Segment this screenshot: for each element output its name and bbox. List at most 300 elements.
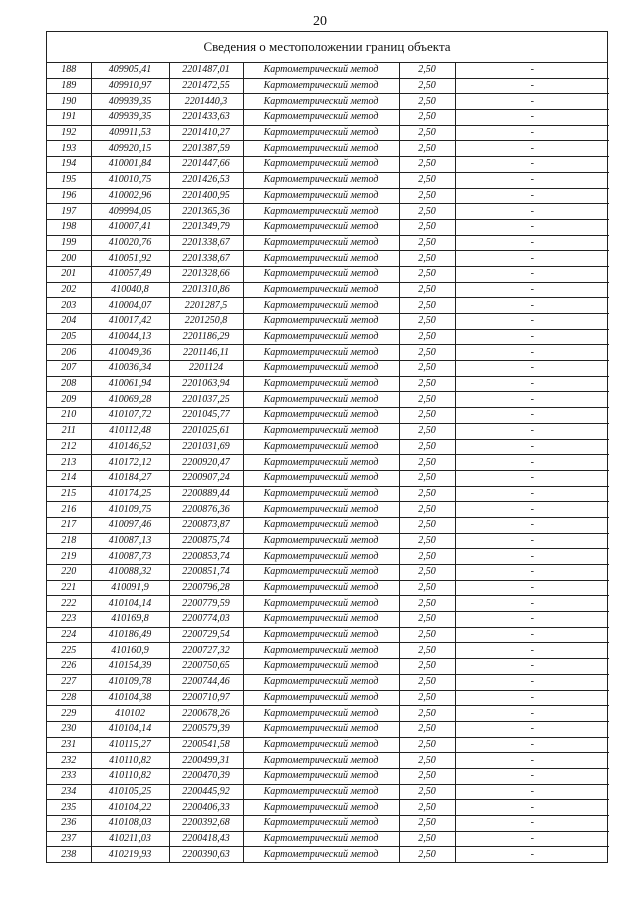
point-number-cell: 197 (47, 204, 91, 220)
accuracy-cell: 2,50 (399, 753, 455, 769)
description-cell: - (455, 392, 609, 408)
y-coordinate-cell: 2200445,92 (169, 784, 243, 800)
x-coordinate-cell: 409994,05 (91, 204, 169, 220)
table-row (47, 486, 609, 502)
table-body (47, 63, 609, 862)
table-row (47, 251, 609, 267)
point-number-cell: 206 (47, 345, 91, 361)
y-coordinate-cell: 2201063,94 (169, 376, 243, 392)
x-coordinate-cell: 410112,48 (91, 423, 169, 439)
x-coordinate-cell: 410044,13 (91, 329, 169, 345)
accuracy-cell: 2,50 (399, 172, 455, 188)
point-number-cell: 202 (47, 282, 91, 298)
point-number-cell: 227 (47, 674, 91, 690)
description-cell: - (455, 251, 609, 267)
point-number-cell: 196 (47, 188, 91, 204)
x-coordinate-cell: 410002,96 (91, 188, 169, 204)
description-cell: - (455, 172, 609, 188)
accuracy-cell: 2,50 (399, 266, 455, 282)
point-number-cell: 221 (47, 580, 91, 596)
method-cell: Картометрический метод (243, 282, 399, 298)
method-cell: Картометрический метод (243, 361, 399, 377)
description-cell: - (455, 94, 609, 110)
y-coordinate-cell: 2200920,47 (169, 455, 243, 471)
x-coordinate-cell: 410154,39 (91, 659, 169, 675)
description-cell: - (455, 800, 609, 816)
method-cell: Картометрический метод (243, 690, 399, 706)
point-number-cell: 228 (47, 690, 91, 706)
x-coordinate-cell: 410036,34 (91, 361, 169, 377)
boundary-points-table (47, 63, 609, 862)
point-number-cell: 193 (47, 141, 91, 157)
description-cell: - (455, 204, 609, 220)
x-coordinate-cell: 410069,28 (91, 392, 169, 408)
method-cell: Картометрический метод (243, 204, 399, 220)
method-cell: Картометрический метод (243, 533, 399, 549)
method-cell: Картометрический метод (243, 392, 399, 408)
table-row (47, 784, 609, 800)
x-coordinate-cell: 410104,14 (91, 721, 169, 737)
table-row (47, 110, 609, 126)
point-number-cell: 192 (47, 125, 91, 141)
description-cell: - (455, 63, 609, 78)
point-number-cell: 217 (47, 517, 91, 533)
method-cell: Картометрический метод (243, 549, 399, 565)
point-number-cell: 207 (47, 361, 91, 377)
page-number: 20 (313, 14, 327, 29)
accuracy-cell: 2,50 (399, 533, 455, 549)
method-cell: Картометрический метод (243, 721, 399, 737)
accuracy-cell: 2,50 (399, 737, 455, 753)
accuracy-cell: 2,50 (399, 219, 455, 235)
y-coordinate-cell: 2201410,27 (169, 125, 243, 141)
table-row (47, 235, 609, 251)
accuracy-cell: 2,50 (399, 110, 455, 126)
description-cell: - (455, 533, 609, 549)
table-row (47, 502, 609, 518)
y-coordinate-cell: 2201037,25 (169, 392, 243, 408)
method-cell: Картометрический метод (243, 157, 399, 173)
table-row (47, 753, 609, 769)
y-coordinate-cell: 2200470,39 (169, 768, 243, 784)
point-number-cell: 214 (47, 470, 91, 486)
x-coordinate-cell: 410017,42 (91, 314, 169, 330)
method-cell: Картометрический метод (243, 125, 399, 141)
point-number-cell: 189 (47, 78, 91, 94)
description-cell: - (455, 627, 609, 643)
y-coordinate-cell: 2200541,58 (169, 737, 243, 753)
x-coordinate-cell: 410219,93 (91, 847, 169, 862)
method-cell: Картометрический метод (243, 753, 399, 769)
x-coordinate-cell: 410107,72 (91, 408, 169, 424)
method-cell: Картометрический метод (243, 737, 399, 753)
description-cell: - (455, 753, 609, 769)
point-number-cell: 210 (47, 408, 91, 424)
point-number-cell: 230 (47, 721, 91, 737)
table-row (47, 674, 609, 690)
x-coordinate-cell: 410105,25 (91, 784, 169, 800)
y-coordinate-cell: 2200889,44 (169, 486, 243, 502)
method-cell: Картометрический метод (243, 831, 399, 847)
x-coordinate-cell: 410061,94 (91, 376, 169, 392)
accuracy-cell: 2,50 (399, 816, 455, 832)
accuracy-cell: 2,50 (399, 141, 455, 157)
method-cell: Картометрический метод (243, 470, 399, 486)
description-cell: - (455, 157, 609, 173)
description-cell: - (455, 517, 609, 533)
y-coordinate-cell: 2201447,66 (169, 157, 243, 173)
description-cell: - (455, 486, 609, 502)
table-row (47, 345, 609, 361)
method-cell: Картометрический метод (243, 816, 399, 832)
x-coordinate-cell: 410087,13 (91, 533, 169, 549)
point-number-cell: 235 (47, 800, 91, 816)
y-coordinate-cell: 2201328,66 (169, 266, 243, 282)
table-row (47, 125, 609, 141)
accuracy-cell: 2,50 (399, 549, 455, 565)
description-cell: - (455, 141, 609, 157)
table-row (47, 361, 609, 377)
table-row (47, 188, 609, 204)
table-row (47, 659, 609, 675)
y-coordinate-cell: 2200873,87 (169, 517, 243, 533)
x-coordinate-cell: 410004,07 (91, 298, 169, 314)
table-row (47, 266, 609, 282)
x-coordinate-cell: 410109,78 (91, 674, 169, 690)
accuracy-cell: 2,50 (399, 63, 455, 78)
accuracy-cell: 2,50 (399, 517, 455, 533)
accuracy-cell: 2,50 (399, 706, 455, 722)
method-cell: Картометрический метод (243, 314, 399, 330)
method-cell: Картометрический метод (243, 345, 399, 361)
accuracy-cell: 2,50 (399, 94, 455, 110)
method-cell: Картометрический метод (243, 439, 399, 455)
table-row (47, 157, 609, 173)
accuracy-cell: 2,50 (399, 627, 455, 643)
point-number-cell: 215 (47, 486, 91, 502)
table-row (47, 643, 609, 659)
x-coordinate-cell: 410087,73 (91, 549, 169, 565)
y-coordinate-cell: 2201146,11 (169, 345, 243, 361)
description-cell: - (455, 361, 609, 377)
table-row (47, 94, 609, 110)
description-cell: - (455, 690, 609, 706)
description-cell: - (455, 298, 609, 314)
x-coordinate-cell: 410104,14 (91, 596, 169, 612)
y-coordinate-cell: 2200774,03 (169, 612, 243, 628)
y-coordinate-cell: 2201045,77 (169, 408, 243, 424)
method-cell: Картометрический метод (243, 565, 399, 581)
table-row (47, 847, 609, 862)
point-number-cell: 188 (47, 63, 91, 78)
description-cell: - (455, 721, 609, 737)
point-number-cell: 226 (47, 659, 91, 675)
x-coordinate-cell: 410102 (91, 706, 169, 722)
accuracy-cell: 2,50 (399, 831, 455, 847)
method-cell: Картометрический метод (243, 423, 399, 439)
description-cell: - (455, 423, 609, 439)
accuracy-cell: 2,50 (399, 439, 455, 455)
y-coordinate-cell: 2200875,74 (169, 533, 243, 549)
description-cell: - (455, 831, 609, 847)
point-number-cell: 237 (47, 831, 91, 847)
point-number-cell: 199 (47, 235, 91, 251)
x-coordinate-cell: 410109,75 (91, 502, 169, 518)
table-row (47, 737, 609, 753)
accuracy-cell: 2,50 (399, 423, 455, 439)
x-coordinate-cell: 410001,84 (91, 157, 169, 173)
point-number-cell: 212 (47, 439, 91, 455)
description-cell: - (455, 78, 609, 94)
accuracy-cell: 2,50 (399, 565, 455, 581)
y-coordinate-cell: 2201338,67 (169, 251, 243, 267)
method-cell: Картометрический метод (243, 847, 399, 862)
method-cell: Картометрический метод (243, 784, 399, 800)
method-cell: Картометрический метод (243, 408, 399, 424)
table-row (47, 282, 609, 298)
y-coordinate-cell: 2201387,59 (169, 141, 243, 157)
accuracy-cell: 2,50 (399, 235, 455, 251)
accuracy-cell: 2,50 (399, 408, 455, 424)
description-cell: - (455, 674, 609, 690)
point-number-cell: 208 (47, 376, 91, 392)
description-cell: - (455, 110, 609, 126)
y-coordinate-cell: 2200499,31 (169, 753, 243, 769)
method-cell: Картометрический метод (243, 188, 399, 204)
y-coordinate-cell: 2200418,43 (169, 831, 243, 847)
method-cell: Картометрический метод (243, 659, 399, 675)
x-coordinate-cell: 410110,82 (91, 753, 169, 769)
x-coordinate-cell: 410174,25 (91, 486, 169, 502)
x-coordinate-cell: 410007,41 (91, 219, 169, 235)
table-row (47, 800, 609, 816)
y-coordinate-cell: 2201250,8 (169, 314, 243, 330)
y-coordinate-cell: 2201310,86 (169, 282, 243, 298)
x-coordinate-cell: 410097,46 (91, 517, 169, 533)
y-coordinate-cell: 2200710,97 (169, 690, 243, 706)
method-cell: Картометрический метод (243, 94, 399, 110)
point-number-cell: 234 (47, 784, 91, 800)
method-cell: Картометрический метод (243, 219, 399, 235)
table-row (47, 533, 609, 549)
point-number-cell: 216 (47, 502, 91, 518)
accuracy-cell: 2,50 (399, 674, 455, 690)
description-cell: - (455, 768, 609, 784)
table-row (47, 549, 609, 565)
y-coordinate-cell: 2200678,26 (169, 706, 243, 722)
table-row (47, 455, 609, 471)
table-row (47, 392, 609, 408)
accuracy-cell: 2,50 (399, 502, 455, 518)
y-coordinate-cell: 2201025,61 (169, 423, 243, 439)
method-cell: Картометрический метод (243, 627, 399, 643)
x-coordinate-cell: 409939,35 (91, 94, 169, 110)
y-coordinate-cell: 2200853,74 (169, 549, 243, 565)
description-cell: - (455, 219, 609, 235)
table-row (47, 565, 609, 581)
method-cell: Картометрический метод (243, 455, 399, 471)
accuracy-cell: 2,50 (399, 690, 455, 706)
x-coordinate-cell: 410049,36 (91, 345, 169, 361)
y-coordinate-cell: 2200406,33 (169, 800, 243, 816)
description-cell: - (455, 596, 609, 612)
y-coordinate-cell: 2200796,28 (169, 580, 243, 596)
description-cell: - (455, 847, 609, 862)
accuracy-cell: 2,50 (399, 345, 455, 361)
table-row (47, 439, 609, 455)
point-number-cell: 225 (47, 643, 91, 659)
accuracy-cell: 2,50 (399, 204, 455, 220)
method-cell: Картометрический метод (243, 596, 399, 612)
accuracy-cell: 2,50 (399, 596, 455, 612)
method-cell: Картометрический метод (243, 800, 399, 816)
description-cell: - (455, 659, 609, 675)
description-cell: - (455, 266, 609, 282)
description-cell: - (455, 470, 609, 486)
x-coordinate-cell: 410010,75 (91, 172, 169, 188)
x-coordinate-cell: 410020,76 (91, 235, 169, 251)
x-coordinate-cell: 410104,22 (91, 800, 169, 816)
table-row (47, 423, 609, 439)
method-cell: Картометрический метод (243, 172, 399, 188)
point-number-cell: 238 (47, 847, 91, 862)
method-cell: Картометрический метод (243, 78, 399, 94)
table-row (47, 470, 609, 486)
table-row (47, 141, 609, 157)
y-coordinate-cell: 2200729,54 (169, 627, 243, 643)
table-row (47, 204, 609, 220)
x-coordinate-cell: 410108,03 (91, 816, 169, 832)
point-number-cell: 194 (47, 157, 91, 173)
accuracy-cell: 2,50 (399, 78, 455, 94)
point-number-cell: 191 (47, 110, 91, 126)
y-coordinate-cell: 2200392,68 (169, 816, 243, 832)
method-cell: Картометрический метод (243, 329, 399, 345)
point-number-cell: 190 (47, 94, 91, 110)
table-row (47, 298, 609, 314)
table-row (47, 78, 609, 94)
x-coordinate-cell: 410040,8 (91, 282, 169, 298)
description-cell: - (455, 235, 609, 251)
description-cell: - (455, 329, 609, 345)
accuracy-cell: 2,50 (399, 580, 455, 596)
point-number-cell: 222 (47, 596, 91, 612)
point-number-cell: 205 (47, 329, 91, 345)
x-coordinate-cell: 409910,97 (91, 78, 169, 94)
accuracy-cell: 2,50 (399, 612, 455, 628)
table-row (47, 314, 609, 330)
x-coordinate-cell: 409920,15 (91, 141, 169, 157)
method-cell: Картометрический метод (243, 612, 399, 628)
y-coordinate-cell: 2201472,55 (169, 78, 243, 94)
accuracy-cell: 2,50 (399, 125, 455, 141)
accuracy-cell: 2,50 (399, 392, 455, 408)
method-cell: Картометрический метод (243, 63, 399, 78)
description-cell: - (455, 784, 609, 800)
x-coordinate-cell: 410146,52 (91, 439, 169, 455)
method-cell: Картометрический метод (243, 235, 399, 251)
description-cell: - (455, 455, 609, 471)
point-number-cell: 201 (47, 266, 91, 282)
x-coordinate-cell: 409939,35 (91, 110, 169, 126)
y-coordinate-cell: 2200750,65 (169, 659, 243, 675)
point-number-cell: 219 (47, 549, 91, 565)
description-cell: - (455, 816, 609, 832)
y-coordinate-cell: 2201433,63 (169, 110, 243, 126)
table-row (47, 831, 609, 847)
method-cell: Картометрический метод (243, 110, 399, 126)
table-row (47, 517, 609, 533)
point-number-cell: 220 (47, 565, 91, 581)
x-coordinate-cell: 410172,12 (91, 455, 169, 471)
description-cell: - (455, 502, 609, 518)
method-cell: Картометрический метод (243, 298, 399, 314)
point-number-cell: 195 (47, 172, 91, 188)
table-row (47, 580, 609, 596)
accuracy-cell: 2,50 (399, 847, 455, 862)
accuracy-cell: 2,50 (399, 282, 455, 298)
accuracy-cell: 2,50 (399, 659, 455, 675)
table-row (47, 612, 609, 628)
accuracy-cell: 2,50 (399, 314, 455, 330)
table-row (47, 329, 609, 345)
table-row (47, 690, 609, 706)
x-coordinate-cell: 410160,9 (91, 643, 169, 659)
y-coordinate-cell: 2200907,24 (169, 470, 243, 486)
method-cell: Картометрический метод (243, 768, 399, 784)
x-coordinate-cell: 410211,03 (91, 831, 169, 847)
description-cell: - (455, 643, 609, 659)
description-cell: - (455, 549, 609, 565)
boundary-table-sheet (46, 31, 608, 863)
method-cell: Картометрический метод (243, 486, 399, 502)
y-coordinate-cell: 2200390,63 (169, 847, 243, 862)
x-coordinate-cell: 410057,49 (91, 266, 169, 282)
table-row (47, 596, 609, 612)
method-cell: Картометрический метод (243, 502, 399, 518)
accuracy-cell: 2,50 (399, 157, 455, 173)
accuracy-cell: 2,50 (399, 784, 455, 800)
y-coordinate-cell: 2200727,32 (169, 643, 243, 659)
point-number-cell: 198 (47, 219, 91, 235)
y-coordinate-cell: 2201440,3 (169, 94, 243, 110)
accuracy-cell: 2,50 (399, 721, 455, 737)
accuracy-cell: 2,50 (399, 188, 455, 204)
x-coordinate-cell: 410115,27 (91, 737, 169, 753)
method-cell: Картометрический метод (243, 251, 399, 267)
x-coordinate-cell: 410186,49 (91, 627, 169, 643)
point-number-cell: 209 (47, 392, 91, 408)
y-coordinate-cell: 2200779,59 (169, 596, 243, 612)
x-coordinate-cell: 410091,9 (91, 580, 169, 596)
table-row (47, 721, 609, 737)
point-number-cell: 224 (47, 627, 91, 643)
point-number-cell: 233 (47, 768, 91, 784)
x-coordinate-cell: 410088,32 (91, 565, 169, 581)
method-cell: Картометрический метод (243, 706, 399, 722)
point-number-cell: 229 (47, 706, 91, 722)
description-cell: - (455, 282, 609, 298)
accuracy-cell: 2,50 (399, 251, 455, 267)
description-cell: - (455, 737, 609, 753)
description-cell: - (455, 706, 609, 722)
point-number-cell: 211 (47, 423, 91, 439)
y-coordinate-cell: 2200851,74 (169, 565, 243, 581)
x-coordinate-cell: 409905,41 (91, 63, 169, 78)
description-cell: - (455, 580, 609, 596)
accuracy-cell: 2,50 (399, 768, 455, 784)
accuracy-cell: 2,50 (399, 643, 455, 659)
